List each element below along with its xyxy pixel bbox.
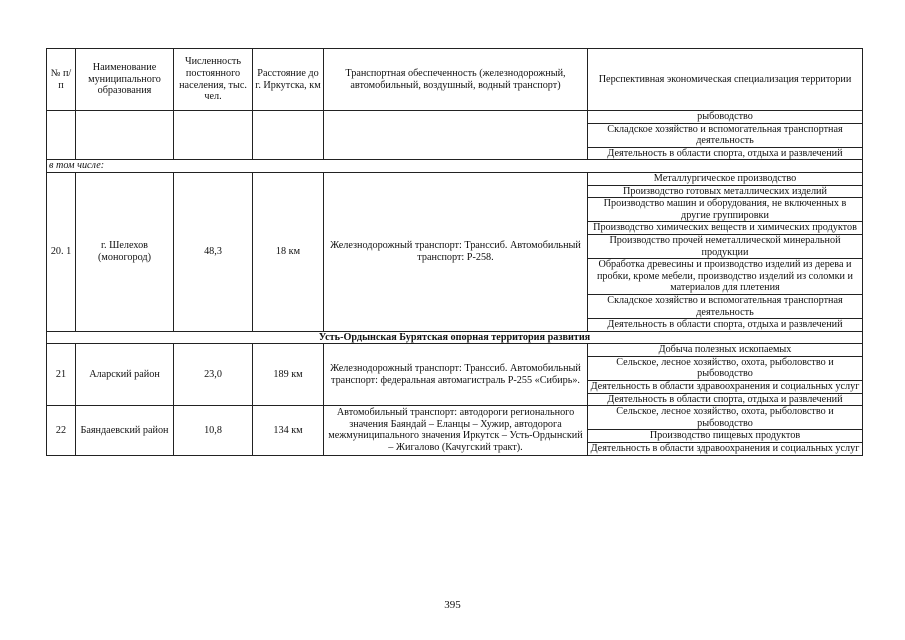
cell-specialization: Складское хозяйство и вспомогательная транспортная деятельность	[588, 123, 863, 147]
cell-num: 21	[47, 344, 76, 406]
cell-transport: Автомобильный транспорт: автодороги регионального значения Баяндай – Еланцы – Хужир, автодорога межмуниципального значения Иркутск – Усть-Ордынский – Жигалово (Качугский тракт).	[324, 406, 588, 455]
cell-population: 10,8	[174, 406, 253, 455]
header-transport: Транспортная обеспеченность (железнодорожный, автомобильный, воздушный, водный транспорт)	[324, 49, 588, 111]
header-population: Численность постоянного населения, тыс. чел.	[174, 49, 253, 111]
table-row	[47, 344, 863, 357]
cell-transport: Железнодорожный транспорт: Транссиб. Автомобильный транспорт: федеральная автомагистраль Р-255 «Сибирь».	[324, 344, 588, 406]
cell-specialization: Сельское, лесное хозяйство, охота, рыболовство и рыбоводство	[588, 406, 863, 430]
table-row	[47, 172, 863, 185]
cell-num	[47, 111, 76, 160]
cell-specialization: Деятельность в области здравоохранения и социальных услуг	[588, 443, 863, 456]
cell-distance	[253, 111, 324, 160]
header-name: Наименование муниципального образования	[76, 49, 174, 111]
cell-distance: 18 км	[253, 172, 324, 331]
header-distance: Расстояние до г. Иркутска, км	[253, 49, 324, 111]
table-row	[47, 406, 863, 430]
cell-specialization: Металлургическое производство	[588, 172, 863, 185]
cell-specialization: Обработка древесины и производство изделий из дерева и пробки, кроме мебели, производство изделий из соломки и материалов для плетения	[588, 259, 863, 295]
table-header-row	[47, 49, 863, 111]
cell-population: 48,3	[174, 172, 253, 331]
cell-specialization: Производство химических веществ и химических продуктов	[588, 222, 863, 235]
subtitle-row	[47, 160, 863, 173]
cell-specialization: рыбоводство	[588, 111, 863, 124]
cell-specialization: Деятельность в области здравоохранения и социальных услуг	[588, 381, 863, 394]
cell-distance: 134 км	[253, 406, 324, 455]
cell-name: Баяндаевский район	[76, 406, 174, 455]
subtitle-text: в том числе:	[47, 160, 863, 173]
table-row	[47, 111, 863, 124]
cell-transport: Железнодорожный транспорт: Транссиб. Автомобильный транспорт: Р-258.	[324, 172, 588, 331]
section-row	[47, 331, 863, 344]
cell-specialization: Производство готовых металлических изделий	[588, 185, 863, 198]
cell-population	[174, 111, 253, 160]
cell-specialization: Сельское, лесное хозяйство, охота, рыболовство и рыбоводство	[588, 356, 863, 380]
cell-specialization: Производство прочей неметаллической минеральной продукции	[588, 234, 863, 258]
cell-specialization: Деятельность в области спорта, отдыха и развлечений	[588, 393, 863, 406]
specialization-table	[46, 48, 863, 456]
cell-specialization: Производство пищевых продуктов	[588, 430, 863, 443]
cell-name: г. Шелехов (моногород)	[76, 172, 174, 331]
cell-specialization: Складское хозяйство и вспомогательная транспортная деятельность	[588, 294, 863, 318]
page-number: 395	[444, 599, 461, 611]
section-title: Усть-Ордынская Бурятская опорная территория развития	[47, 331, 863, 344]
cell-transport	[324, 111, 588, 160]
header-specialization: Перспективная экономическая специализация территории	[588, 49, 863, 111]
cell-name: Аларский район	[76, 344, 174, 406]
cell-specialization: Деятельность в области спорта, отдыха и развлечений	[588, 319, 863, 332]
cell-specialization: Добыча полезных ископаемых	[588, 344, 863, 357]
cell-num: 22	[47, 406, 76, 455]
cell-population: 23,0	[174, 344, 253, 406]
cell-distance: 189 км	[253, 344, 324, 406]
header-num: № п/п	[47, 49, 76, 111]
cell-num: 20. 1	[47, 172, 76, 331]
cell-specialization: Производство машин и оборудования, не включенных в другие группировки	[588, 198, 863, 222]
cell-specialization: Деятельность в области спорта, отдыха и развлечений	[588, 147, 863, 160]
cell-name	[76, 111, 174, 160]
